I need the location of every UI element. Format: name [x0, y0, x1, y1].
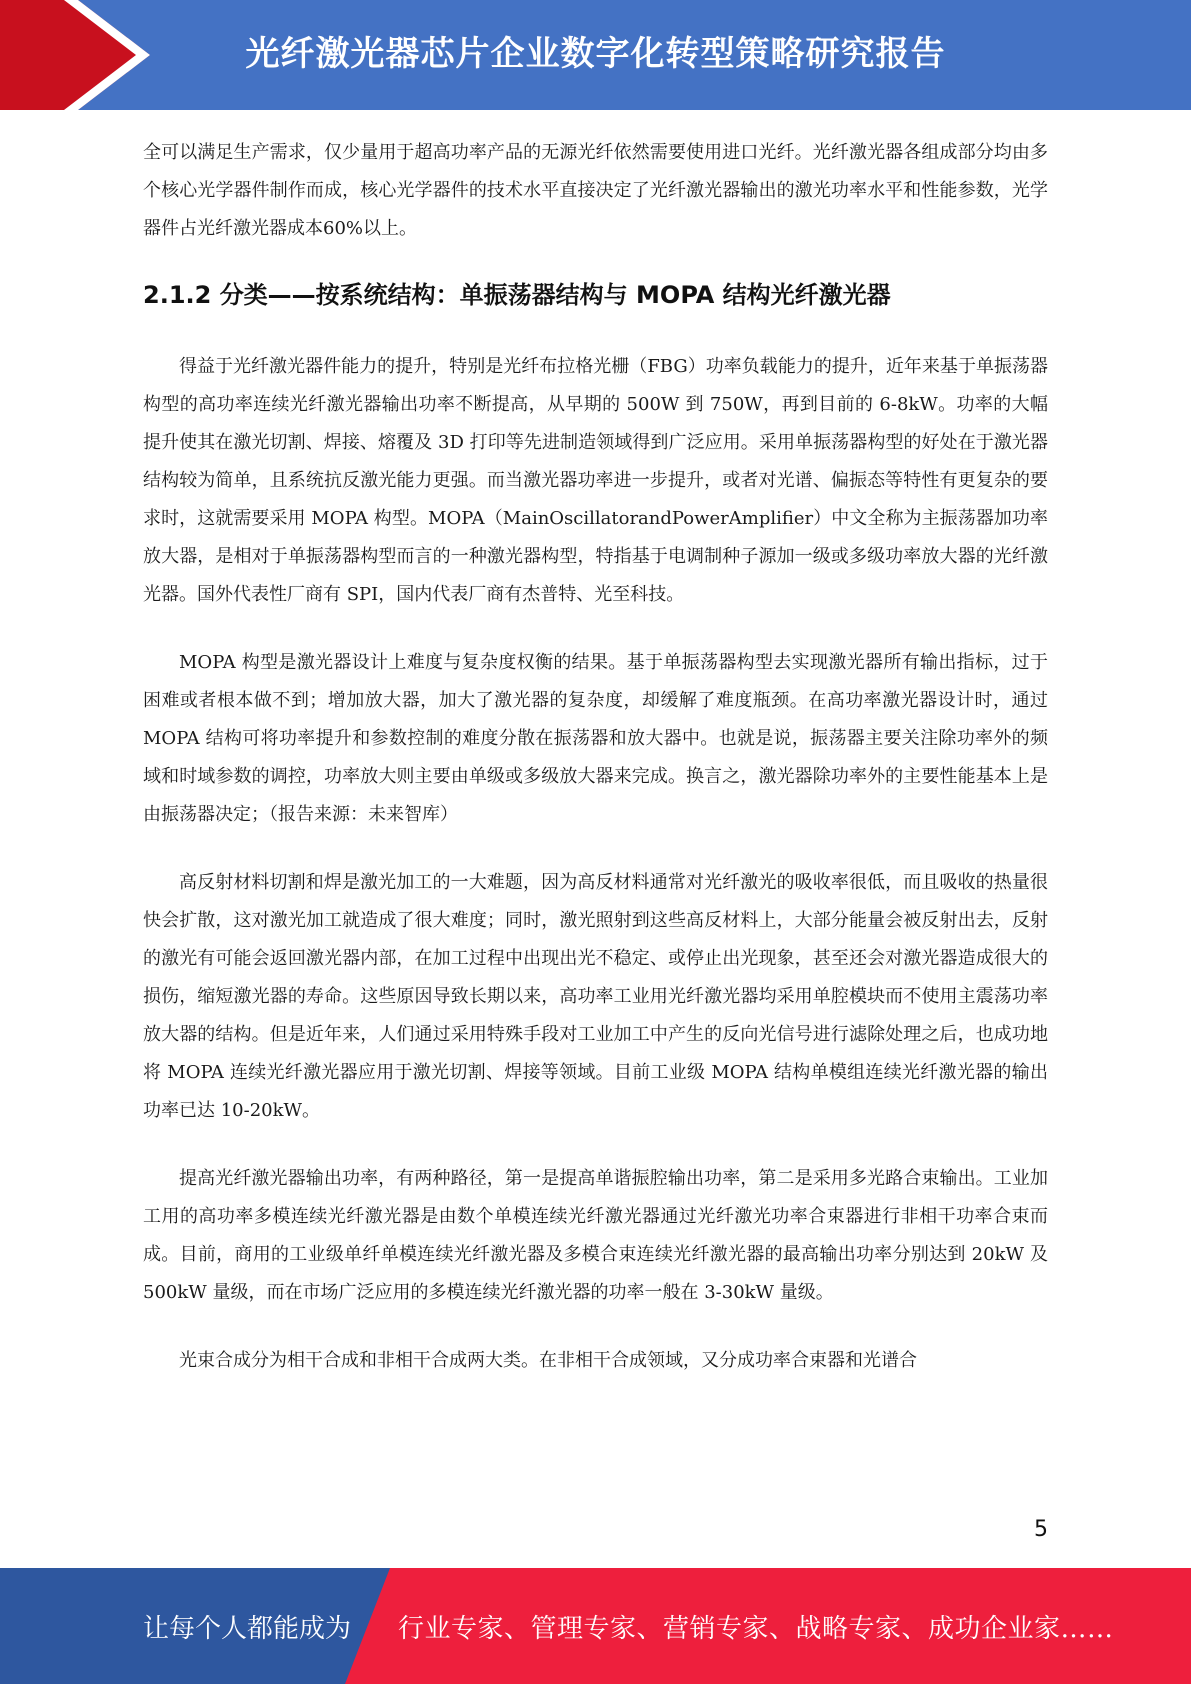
footer-banner — [0, 1568, 1191, 1684]
header-red-arrow-shape — [0, 0, 150, 110]
section-heading: 2.1.2 分类——按系统结构：单振荡器结构与 MOPA 结构光纤激光器 — [143, 281, 891, 309]
body-paragraph: 得益于光纤激光器件能力的提升，特别是光纤布拉格光栅（FBG）功率负载能力的提升，近年来基于单振荡器构型的高功率连续光纤激光器输出功率不断提高，从早期的 500W 到 750W，再到目前的 6-8kW。功率的大幅提升使其在激光切割、焊接、熔覆及 3D 打印等先进制造领域得到广泛应用。采用单振荡器构型的好处在于激光器结构较为简单，且系统抗反激光能力更强。而当激光器功率进一步提升，或者对光谱、偏振态等特性有更复杂的要求时，这就需要采用 MOPA 构型。MOPA（MainOscillatorandPowerAmplifier）中文全称为主振荡器加功率放大器，是相对于单振荡器构型而言的一种激光器构型，特指基于电调制种子源加一级或多级功率放大器的光纤激光器。国外代表性厂商有 SPI，国内代表厂商有杰普特、光至科技。 — [143, 356, 1048, 605]
footer-slogan-left: 让每个人都能成为 — [143, 1613, 352, 1644]
body-paragraph: 光束合成分为相干合成和非相干合成两大类。在非相干合成领域，又分成功率合束器和光谱合 — [179, 1350, 917, 1371]
header-banner — [0, 0, 1191, 110]
footer-slogan-right: 行业专家、管理专家、营销专家、战略专家、成功企业家…… — [398, 1613, 1114, 1644]
body-paragraph: 高反射材料切割和焊是激光加工的一大难题，因为高反材料通常对光纤激光的吸收率很低，而且吸收的热量很快会扩散，这对激光加工就造成了很大难度；同时，激光照射到这些高反材料上，大部分能量会被反射出去，反射的激光有可能会返回激光器内部，在加工过程中出现出光不稳定、或停止出光现象，甚至还会对激光器造成很大的损伤，缩短激光器的寿命。这些原因导致长期以来，高功率工业用光纤激光器均采用单腔模块而不使用主震荡功率放大器的结构。但是近年来，人们通过采用特殊手段对工业加工中产生的反向光信号进行滤除处理之后，也成功地将 MOPA 连续光纤激光器应用于激光切割、焊接等领域。目前工业级 MOPA 结构单模组连续光纤激光器的输出功率已达 10-20kW。 — [143, 872, 1048, 1121]
intro-paragraph: 全可以满足生产需求，仅少量用于超高功率产品的无源光纤依然需要使用进口光纤。光纤激光器各组成部分均由多个核心光学器件制作而成，核心光学器件的技术水平直接决定了光纤激光器输出的激光功率水平和性能参数，光学器件占光纤激光器成本60%以上。 — [143, 142, 1048, 239]
body-paragraph: 提高光纤激光器输出功率，有两种路径，第一是提高单谐振腔输出功率，第二是采用多光路合束输出。工业加工用的高功率多模连续光纤激光器是由数个单模连续光纤激光器通过光纤激光功率合束器进行非相干功率合束而成。目前，商用的工业级单纤单模连续光纤激光器及多模合束连续光纤激光器的最高输出功率分别达到 20kW 及 500kW 量级，而在市场广泛应用的多模连续光纤激光器的功率一般在 3-30kW 量级。 — [143, 1168, 1048, 1303]
main-content — [143, 134, 1048, 1380]
body-paragraph: MOPA 构型是激光器设计上难度与复杂度权衡的结果。基于单振荡器构型去实现激光器所有输出指标，过于困难或者根本做不到；增加放大器，加大了激光器的复杂度，却缓解了难度瓶颈。在高功率激光器设计时，通过 MOPA 结构可将功率提升和参数控制的难度分散在振荡器和放大器中。也就是说，振荡器主要关注除功率外的频域和时域参数的调控，功率放大则主要由单级或多级放大器来完成。换言之，激光器除功率外的主要性能基本上是由振荡器决定；（报告来源：未来智库） — [143, 652, 1048, 825]
page-number: 5 — [1034, 1517, 1048, 1542]
report-title: 光纤激光器芯片企业数字化转型策略研究报告 — [245, 33, 946, 74]
